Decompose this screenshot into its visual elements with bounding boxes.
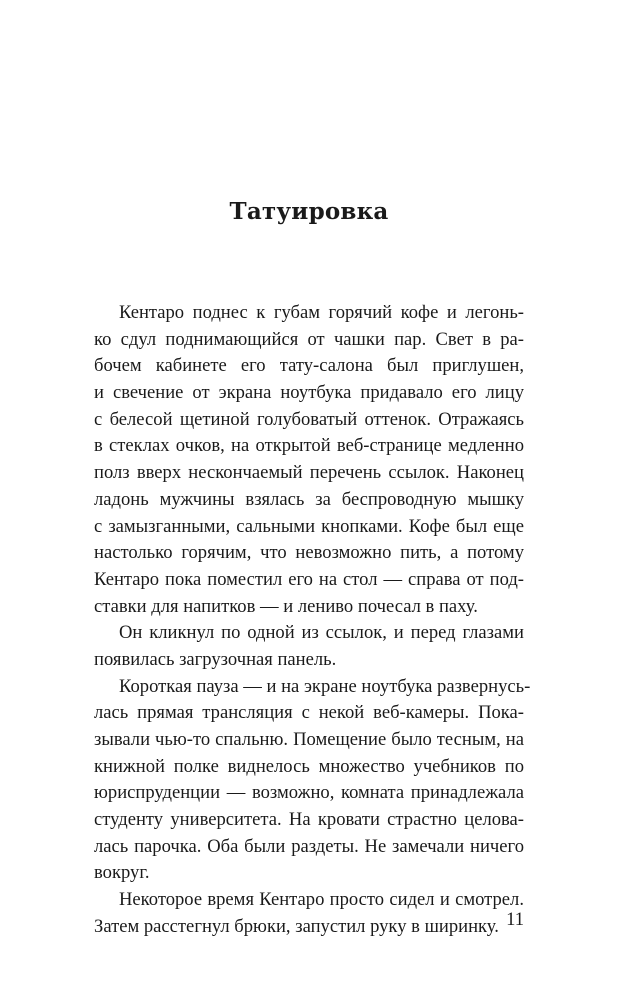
text-line: лась прямая трансляция с некой веб-камеры. Пока- [94,702,524,724]
text-line: с белесой щетиной голубоватый оттенок. Отражаясь [94,408,524,430]
text-line: появилась загрузочная панель. [94,648,337,670]
text-line: ставки для напитков — и лениво почесал в паху. [94,595,478,617]
text-line: полз вверх нескончаемый перечень ссылок. Наконец [94,462,524,484]
text-line: ладонь мужчины взялась за беспроводную мышку [94,488,524,510]
paragraph-4 [94,887,524,940]
paragraph-1 [94,300,524,620]
paragraph-2 [94,620,524,673]
text-line: вокруг. [94,862,150,884]
text-line: ко сдул поднимающийся от чашки пар. Свет в ра- [94,328,524,350]
paragraph-3 [94,674,531,888]
body-text [94,300,531,941]
text-line: Короткая пауза — и на экране ноутбука развернусь- [119,675,531,697]
text-line: Он кликнул по одной из ссылок, и перед глазами [119,622,524,644]
text-line: студенту университета. На кровати страстно целова- [94,809,524,831]
page-number: 11 [506,909,524,930]
text-line: книжной полке виднелось множество учебников по [94,755,524,777]
text-line: юриспруденции — возможно, комната принадлежала [94,782,524,804]
text-line: с замызганными, сальными кнопками. Кофе был еще [94,515,524,537]
text-line: настолько горячим, что невозможно пить, а потому [94,542,524,564]
text-line: лась парочка. Оба были раздеты. Не замечали ничего [94,835,524,857]
text-line: Затем расстегнул брюки, запустил руку в ширинку. [94,915,499,937]
chapter-title: Татуировка [229,198,389,225]
text-line: в стеклах очков, на открытой веб-странице медленно [94,435,524,457]
text-line: зывали чью-то спальню. Помещение было тесным, на [94,729,524,750]
text-line: Кентаро пока поместил его на стол — справа от под- [94,568,524,590]
text-line: Кентаро поднес к губам горячий кофе и легонь- [119,302,524,323]
text-line: и свечение от экрана ноутбука придавало его лицу [94,382,524,404]
text-line: Некоторое время Кентаро просто сидел и смотрел. [119,889,524,911]
text-line: бочем кабинете его тату-салона был приглушен, [94,355,524,377]
